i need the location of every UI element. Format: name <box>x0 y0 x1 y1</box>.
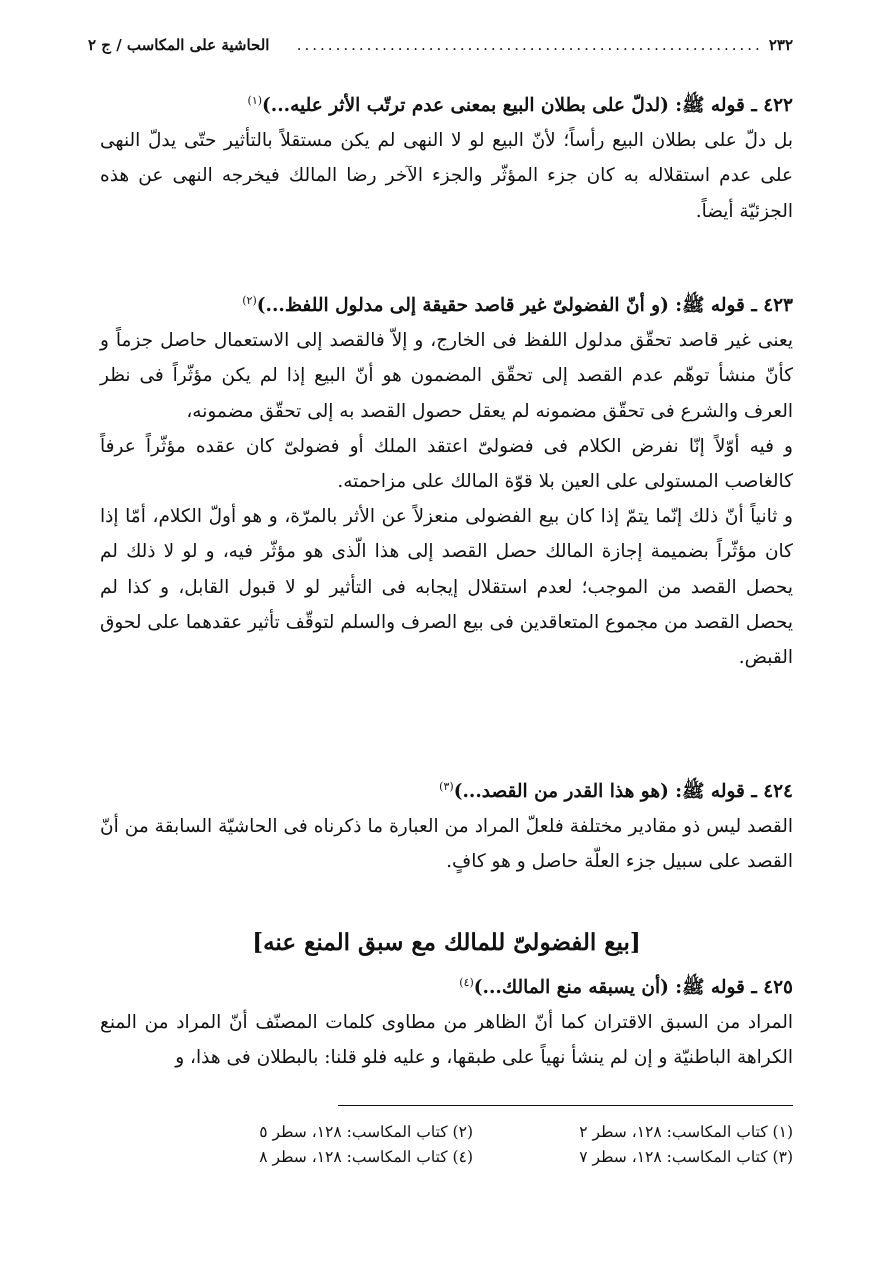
entry-424 <box>100 770 793 880</box>
footnote-4: (٤) كتاب المكاسب: ١٢٨، سطر ٨ <box>259 1148 473 1166</box>
entry-heading-text: ٤٢٢ ـ قوله ﷺ: (لدلّ على بطلان البيع بمعنى عدم ترتّب الأثر عليه...) <box>262 95 793 117</box>
footnote-marker: (١) <box>247 94 263 107</box>
entry-422 <box>100 84 793 229</box>
entry-heading <box>100 770 793 809</box>
footnote-1: (١) كتاب المكاسب: ١٢٨، سطر ٢ <box>579 1123 793 1141</box>
entry-paragraph: بل دلّ على بطلان البيع رأساً؛ لأنّ البيع لو لا النهى لم يكن مستقلاً بالتأثير حتّى يدلّ النهى على عدم استقلاله به كان جزء المؤثّر والجزء الآخر رضا المالك فيخرجه النهى عن هذه الجزئيّة أيضاً. <box>100 130 793 222</box>
section-title: [بيع الفضولىّ للمالك مع سبق المنع عنه] <box>252 929 641 956</box>
entry-heading-text: ٤٢٥ ـ قوله ﷺ: (أن يسبقه منع المالك...) <box>473 977 793 999</box>
entry-heading <box>100 284 793 323</box>
entry-423 <box>100 284 793 675</box>
page-number: ٢٣٢ <box>768 36 793 54</box>
entry-paragraph: القصد ليس ذو مقادير مختلفة فلعلّ المراد من العبارة ما ذكرناه فى الحاشيّة السابقة من أنّ القصد على سبيل جزء العلّة حاصل و هو كافٍ. <box>100 816 793 873</box>
running-title: الحاشية على المكاسب / ج ٢ <box>88 36 270 54</box>
entry-heading-text: ٤٢٤ ـ قوله ﷺ: (هو هذا القدر من القصد...) <box>453 781 793 803</box>
footnote-marker: (٣) <box>439 780 454 793</box>
entry-paragraph: و ثانياً أنّ ذلك إنّما يتمّ إذا كان بيع الفضولى منعزلاً عن الأثر بالمرّة، و هو أولّ الكلام، أمّا إذا كان مؤثّراً بضميمة إجازة المالك حصل القصد إلى هذا الّذى هو مؤثّر فيه، و لو لا ذلك لم يحصل القصد من الموجب؛ لعدم استقلال إيجابه فى التأثير لو لا قبول القابل، و كذا لم يحصل القصد من مجموع المتعاقدين فى بيع الصرف والسلم لتوقّف تأثير عقدهما على لحوق القبض. <box>100 506 793 668</box>
entry-paragraph: المراد من السبق الاقتران كما أنّ الظاهر من مطاوى كلمات المصنّف أنّ المراد من المنع الكراهة الباطنيّة و إن لم ينشأ نهياً على طبقها، و عليه فلو قلنا: بالبطلان فى هذا، و <box>100 1012 793 1069</box>
entry-425 <box>100 966 793 1076</box>
header-leader-dots: ............................................................ <box>296 36 763 54</box>
footnote-marker: (٤) <box>459 976 474 989</box>
page-header <box>88 36 793 58</box>
footnote-divider <box>338 1105 793 1106</box>
entry-heading <box>100 966 793 1005</box>
footnote-marker: (٢) <box>242 294 257 307</box>
footnote-2: (٢) كتاب المكاسب: ١٢٨، سطر ٥ <box>259 1123 473 1141</box>
entry-heading-text: ٤٢٣ ـ قوله ﷺ: (و أنّ الفضولىّ غير قاصد حقيقة إلى مدلول اللفظ...) <box>256 295 793 317</box>
footnotes <box>193 1120 793 1170</box>
entry-paragraph: و فيه أوّلاً إنّا نفرض الكلام فى فضولىّ اعتقد الملك أو فضولىّ كان عقده مؤثّراً عرفاً كالغاصب المستولى على العين بلا قوّة المالك على مزاحمته. <box>100 435 793 492</box>
entry-heading <box>100 84 793 123</box>
entry-paragraph: يعنى غير قاصد تحقّق مدلول اللفظ فى الخارج، و إلاّ فالقصد إلى الاستعمال حاصل جزماً و كأنّ منشأ توهّم عدم القصد إلى تحقّق المضمون هو أنّ البيع إذا لم يكن مؤثّراً فى نظر العرف والشرع فى تحقّق مضمونه لم يعقل حصول القصد به إلى تحقّق مضمونه، <box>100 330 793 422</box>
footnote-3: (٣) كتاب المكاسب: ١٢٨، سطر ٧ <box>579 1148 793 1166</box>
